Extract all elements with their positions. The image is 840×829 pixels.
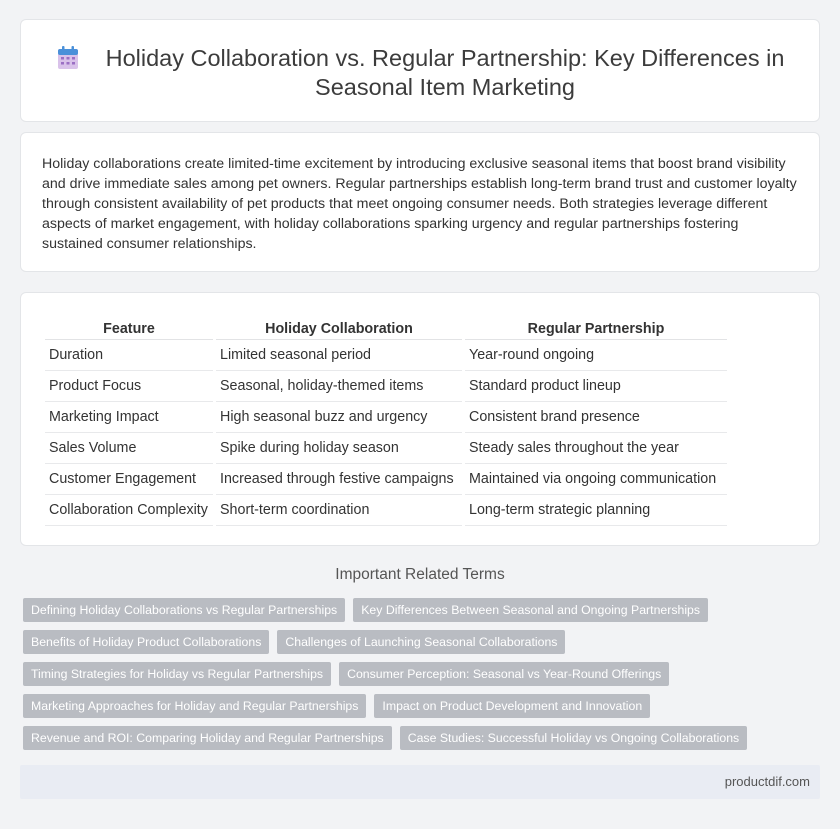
related-term-tag[interactable]: Key Differences Between Seasonal and Ongoing Partnerships (353, 598, 708, 622)
header-regular: Regular Partnership (465, 314, 727, 340)
table-cell: Year-round ongoing (465, 340, 727, 371)
table-cell: Duration (45, 340, 213, 371)
related-term-tag[interactable]: Defining Holiday Collaborations vs Regular Partnerships (23, 598, 345, 622)
table-header-row (45, 314, 727, 340)
comparison-table (42, 314, 730, 526)
table-row (45, 402, 727, 433)
related-term-tag[interactable]: Revenue and ROI: Comparing Holiday and Regular Partnerships (23, 726, 392, 750)
table-row (45, 371, 727, 402)
table-cell: Collaboration Complexity (45, 495, 213, 526)
table-row (45, 340, 727, 371)
related-term-tag[interactable]: Case Studies: Successful Holiday vs Ongoing Collaborations (400, 726, 748, 750)
table-cell: Consistent brand presence (465, 402, 727, 433)
title-card (20, 19, 820, 122)
tag-row (23, 662, 813, 686)
summary-card (20, 132, 820, 272)
tag-row (23, 598, 813, 622)
page-title: Holiday Collaboration vs. Regular Partnership: Key Differences in Seasonal Item Marketing (105, 45, 785, 100)
comparison-card (20, 292, 820, 546)
tag-row (23, 726, 813, 750)
related-terms-list (23, 598, 813, 758)
table-row (45, 495, 727, 526)
header-feature: Feature (45, 314, 213, 340)
table-cell: Spike during holiday season (216, 433, 462, 464)
header-holiday: Holiday Collaboration (216, 314, 462, 340)
footer-site[interactable]: productdif.com (724, 774, 810, 789)
table-row (45, 464, 727, 495)
table-cell: Marketing Impact (45, 402, 213, 433)
related-term-tag[interactable]: Marketing Approaches for Holiday and Regular Partnerships (23, 694, 366, 718)
related-term-tag[interactable]: Benefits of Holiday Product Collaborations (23, 630, 269, 654)
tag-row (23, 630, 813, 654)
table-cell: Limited seasonal period (216, 340, 462, 371)
related-term-tag[interactable]: Challenges of Launching Seasonal Collaborations (277, 630, 565, 654)
footer (20, 765, 820, 799)
table-cell: Maintained via ongoing communication (465, 464, 727, 495)
related-term-tag[interactable]: Consumer Perception: Seasonal vs Year-Round Offerings (339, 662, 669, 686)
table-cell: Long-term strategic planning (465, 495, 727, 526)
table-cell: Short-term coordination (216, 495, 462, 526)
summary-text: Holiday collaborations create limited-time excitement by introducing exclusive seasonal items that boost brand visibility and drive immediate sales among pet owners. Regular partnerships establish long-term brand trust and customer loyalty through consistent availability of pet products that meet ongoing consumer needs. Both strategies leverage different aspects of market engagement, with holiday collaborations sparking urgency and regular partnerships fostering sustained consumer relationships. (42, 156, 797, 252)
table-cell: Sales Volume (45, 433, 213, 464)
table-cell: High seasonal buzz and urgency (216, 402, 462, 433)
table-cell: Customer Engagement (45, 464, 213, 495)
table-cell: Increased through festive campaigns (216, 464, 462, 495)
tag-row (23, 694, 813, 718)
related-term-tag[interactable]: Timing Strategies for Holiday vs Regular Partnerships (23, 662, 331, 686)
related-term-tag[interactable]: Impact on Product Development and Innovation (374, 694, 650, 718)
related-terms-title: Important Related Terms (335, 566, 505, 583)
table-cell: Product Focus (45, 371, 213, 402)
table-row (45, 433, 727, 464)
table-cell: Seasonal, holiday-themed items (216, 371, 462, 402)
table-cell: Steady sales throughout the year (465, 433, 727, 464)
table-cell: Standard product lineup (465, 371, 727, 402)
